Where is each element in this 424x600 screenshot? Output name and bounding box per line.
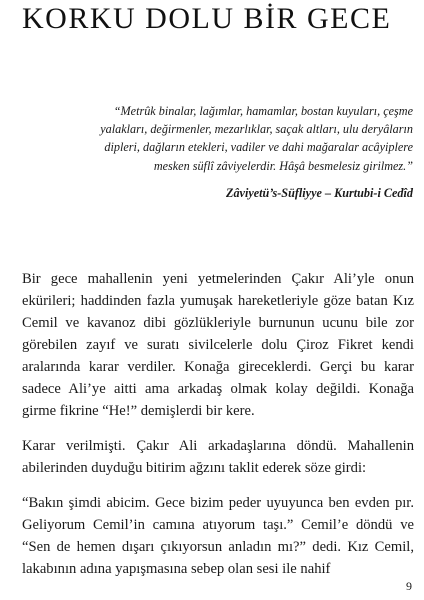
chapter-title: KORKU DOLU BİR GECE <box>22 2 392 35</box>
epigraph-quote: “Metrûk binalar, lağımlar, hamamlar, bostan kuyuları, çeşme yalakları, değirmenler, mezarlıklar, saçak altları, ulu deryâların dipleri, dağların etekleri, vadiler ve dahi mağaralar acâyiplere mesken süflî zâviyelerdir. Hâşâ besmelesiz girilmez.” <box>100 104 413 173</box>
body-text <box>22 268 414 593</box>
page-number: 9 <box>406 579 412 593</box>
paragraph: Karar verilmişti. Çakır Ali arkadaşlarına döndü. Mahallenin abilerinden duyduğu bitirim ağzını taklit ederek söze girdi: <box>22 438 414 476</box>
epigraph-source: Zâviyetü’s-Süfliyye – Kurtubi-i Cedîd <box>226 186 413 200</box>
paragraph: “Bakın şimdi abicim. Gece bizim peder uyuyunca ben evden pır. Geliyorum Cemil’in camına atıyorum taşı.” Cemil’e döndü ve “Sen de hemen dışarı çıkıyorsun anladın mı?” dedi. Kız Cemil, lakabının adına yapışmasına sebep olan sesi ile nahif <box>22 495 414 577</box>
paragraph: Bir gece mahallenin yeni yetmelerinden Çakır Ali’yle onun ekürileri; haddinden fazla yumuşak hareketleriyle göze batan Kız Cemil ve kavanoz dibi gözlükleriyle burnunun ucunu bile zor görebilen zayıf ve suratı sivilcelerle dolu Çiroz Fikret kendi aralarında karar verdiler. Konağa gireceklerdi. Gerçi bu karar sadece Ali’ye aitti ama arkadaş olmak kolay değildi. Konağa girme fikrine “He!” demişlerdi bir kere. <box>22 271 414 419</box>
